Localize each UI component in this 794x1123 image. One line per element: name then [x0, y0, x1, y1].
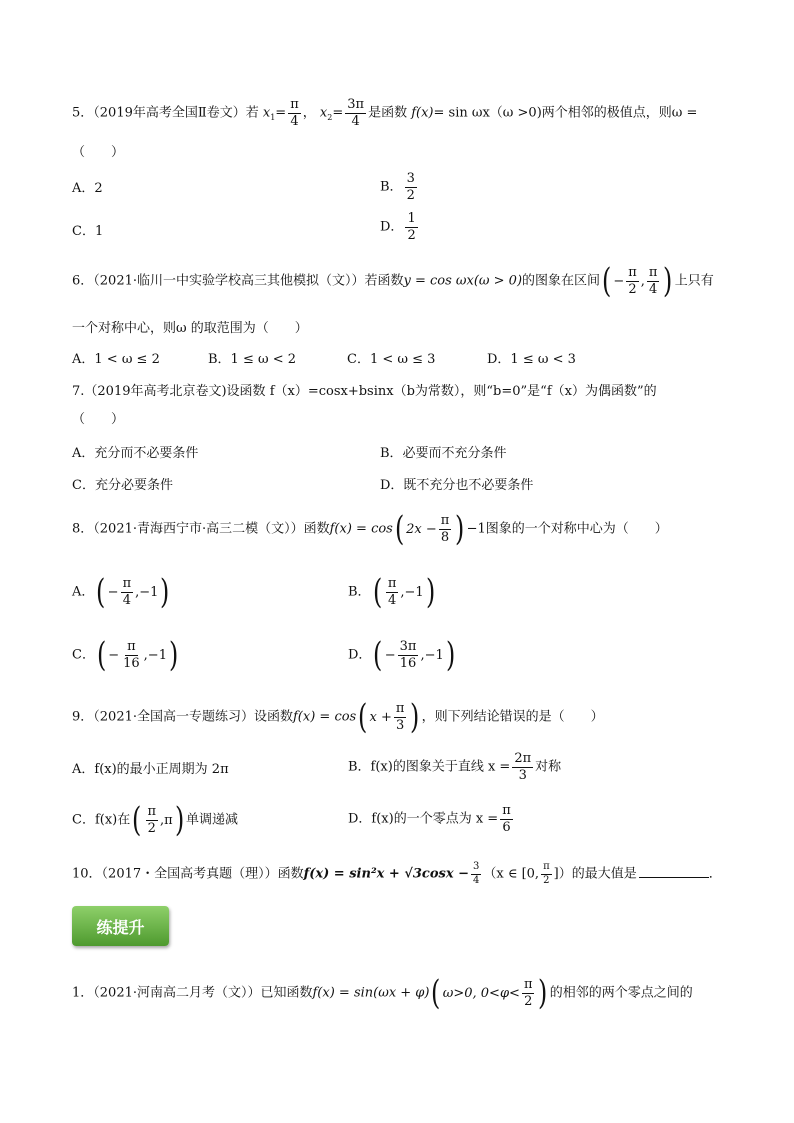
- q9-option-d[interactable]: D．f(x)的一个零点为 x = $\frac{\pi}{6}$: [348, 803, 511, 835]
- q8-option-c[interactable]: C． ( − $\frac{\pi}{16}$ ,−1 ): [72, 635, 179, 675]
- q8-option-d[interactable]: D． ( − $\frac{3\pi}{16}$ ,−1 ): [348, 635, 456, 675]
- q9-option-c[interactable]: C．f(x)在 ( $\frac{\pi}{2}$ ,π ) 单调递减: [72, 800, 239, 840]
- question-7-stem: 7.（2019年高考北京卷文)设函数 f（x）=cosx+bsinx（b为常数），则“b=0”是“f（x）为偶函数”的: [72, 384, 657, 399]
- section-badge-practice: 练提升: [72, 906, 169, 946]
- q9-option-b[interactable]: B．f(x)的图象关于直线 x = $\frac{2\pi}{3}$ 对称: [348, 751, 562, 783]
- section2-question-1-stem: 1．（2021·河南高二月考（文））已知函数f(x) = sin(ωx + φ) ( ω>0, 0<φ< $\frac{\pi}{2}$ ) 的相邻的两个零点之间的: [72, 973, 693, 1013]
- q6-option-d[interactable]: D．1 ≤ ω < 3: [487, 352, 576, 367]
- q9-option-a[interactable]: A．f(x)的最小正周期为 2π: [72, 762, 229, 777]
- q5-fraction-x2: $\frac{3\pi}{4}$: [347, 97, 365, 129]
- q5-option-c[interactable]: C．1: [72, 224, 104, 239]
- question-6-stem: 6．（2021·临川一中实验学校高三其他模拟（文））若函数y = cos ωx(ω > 0)的图象在区间 ( − $\frac{\pi}{2}$ , $\frac{\pi}{4}$ ) 上只有: [72, 261, 714, 301]
- q6-option-b[interactable]: B．1 ≤ ω < 2: [208, 352, 297, 367]
- q5-option-d[interactable]: D． $\frac{1}{2}$: [380, 211, 416, 243]
- q6-option-a[interactable]: A．1 < ω ≤ 2: [72, 352, 160, 367]
- q5-answer-paren: （ ）: [72, 145, 125, 160]
- q7-option-c[interactable]: C．充分必要条件: [72, 478, 173, 493]
- q8-option-a[interactable]: A． ( − $\frac{\pi}{4}$ ,−1 ): [72, 572, 170, 612]
- q6-option-c[interactable]: C．1 < ω ≤ 3: [347, 352, 436, 367]
- q6-interval: ( − $\frac{\pi}{2}$ , $\frac{\pi}{4}$ ): [602, 261, 673, 301]
- q5-prefix: 5．（2019年高考全国Ⅱ卷文）若: [72, 105, 259, 121]
- q10-answer-blank[interactable]: [639, 865, 709, 878]
- q7-option-a[interactable]: A．充分而不必要条件: [72, 446, 199, 461]
- q5-option-a[interactable]: A．2: [72, 181, 103, 196]
- q8-option-b[interactable]: B． ( $\frac{\pi}{4}$ ,−1 ): [348, 572, 435, 612]
- question-5-stem: 5．（2019年高考全国Ⅱ卷文）若 $x_1=$ $\frac{\pi}{4}$ ， $x_2=$ $\frac{3\pi}{4}$ 是函数 f(x)= sin ωx（ω >0)两个相邻的极值点，则ω =: [72, 97, 698, 129]
- q5-fraction-x1: $\frac{\pi}{4}$: [290, 97, 299, 129]
- q7-answer-paren: （ ）: [72, 412, 125, 427]
- question-9-stem: 9．（2021·全国高一专题练习）设函数f(x) = cos ( x + $\frac{\pi}{3}$ ) ，则下列结论错误的是（ ）: [72, 697, 604, 737]
- q7-option-b[interactable]: B．必要而不充分条件: [380, 446, 507, 461]
- question-10-stem: 10．（2017・全国高考真题（理））函数f(x) = sin²x + √3cosx − $\frac{3}{4}$ （x ∈ [0, $\frac{\pi}{2}$ ]）的最大值是 ．: [72, 861, 722, 886]
- q7-option-d[interactable]: D．既不充分也不必要条件: [380, 478, 534, 493]
- q5-option-b[interactable]: B． $\frac{3}{2}$: [380, 171, 415, 203]
- q6-stem-line2: 一个对称中心，则ω 的取范围为（ ）: [72, 321, 308, 336]
- question-8-stem: 8．（2021·青海西宁市·高三二模（文））函数f(x) = cos ( 2x − $\frac{\pi}{8}$ ) −1图象的一个对称中心为（ ）: [72, 509, 668, 549]
